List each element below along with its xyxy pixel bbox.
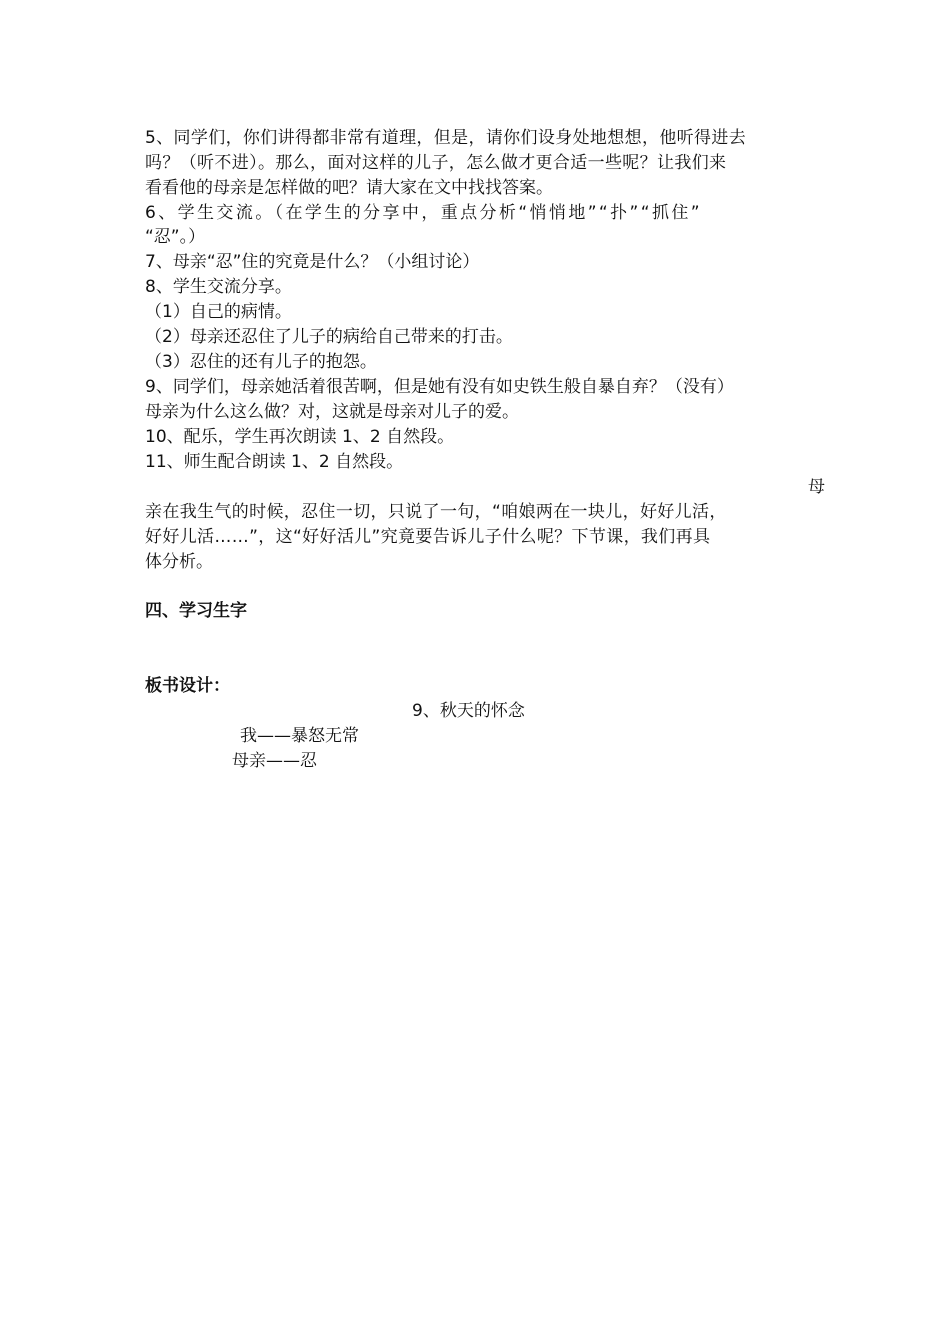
text-line: 11、师生配合朗读 1、2 自然段。 [145, 452, 404, 472]
board-design-label: 板书设计： [145, 676, 230, 696]
text-line: “忍”。） [145, 227, 206, 247]
text-line: （1）自己的病情。 [145, 302, 292, 322]
text-line: 8、学生交流分享。 [145, 277, 292, 297]
section-heading: 四、学习生字 [145, 601, 247, 621]
summary-line: 好好儿活……”，这“好好活儿”究竟要告诉儿子什么呢？下节课，我们再具 [145, 527, 711, 547]
text-line: 5、同学们，你们讲得都非常有道理，但是，请你们设身处地想想，他听得进去 [145, 128, 747, 148]
summary-first-char: 母 [808, 477, 825, 497]
text-line: 10、配乐，学生再次朗读 1、2 自然段。 [145, 427, 455, 447]
text-line: （2）母亲还忍住了儿子的病给自己带来的打击。 [145, 327, 513, 347]
text-line: 6、学生交流。（在学生的分享中，重点分析“悄悄地”“扑”“抓住” [145, 203, 702, 223]
text-line: 吗？（听不进）。那么，面对这样的儿子，怎么做才更合适一些呢？让我们来 [145, 153, 727, 173]
text-line: 7、母亲“忍”住的究竟是什么？（小组讨论） [145, 252, 480, 272]
text-line: （3）忍住的还有儿子的抱怨。 [145, 352, 377, 372]
board-line: 我——暴怒无常 [240, 726, 359, 746]
board-line: 母亲——忍 [232, 751, 317, 771]
board-title: 9、秋天的怀念 [412, 701, 525, 721]
text-line: 9、同学们，母亲她活着很苦啊，但是她有没有如史铁生般自暴自弃？（没有） [145, 377, 734, 397]
summary-line: 亲在我生气的时候，忍住一切，只说了一句，“咱娘两在一块儿，好好儿活， [145, 502, 727, 522]
text-line: 看看他的母亲是怎样做的吧？请大家在文中找找答案。 [145, 178, 553, 198]
text-line: 母亲为什么这么做？对，这就是母亲对儿子的爱。 [145, 402, 519, 422]
summary-line: 体分析。 [145, 552, 213, 572]
